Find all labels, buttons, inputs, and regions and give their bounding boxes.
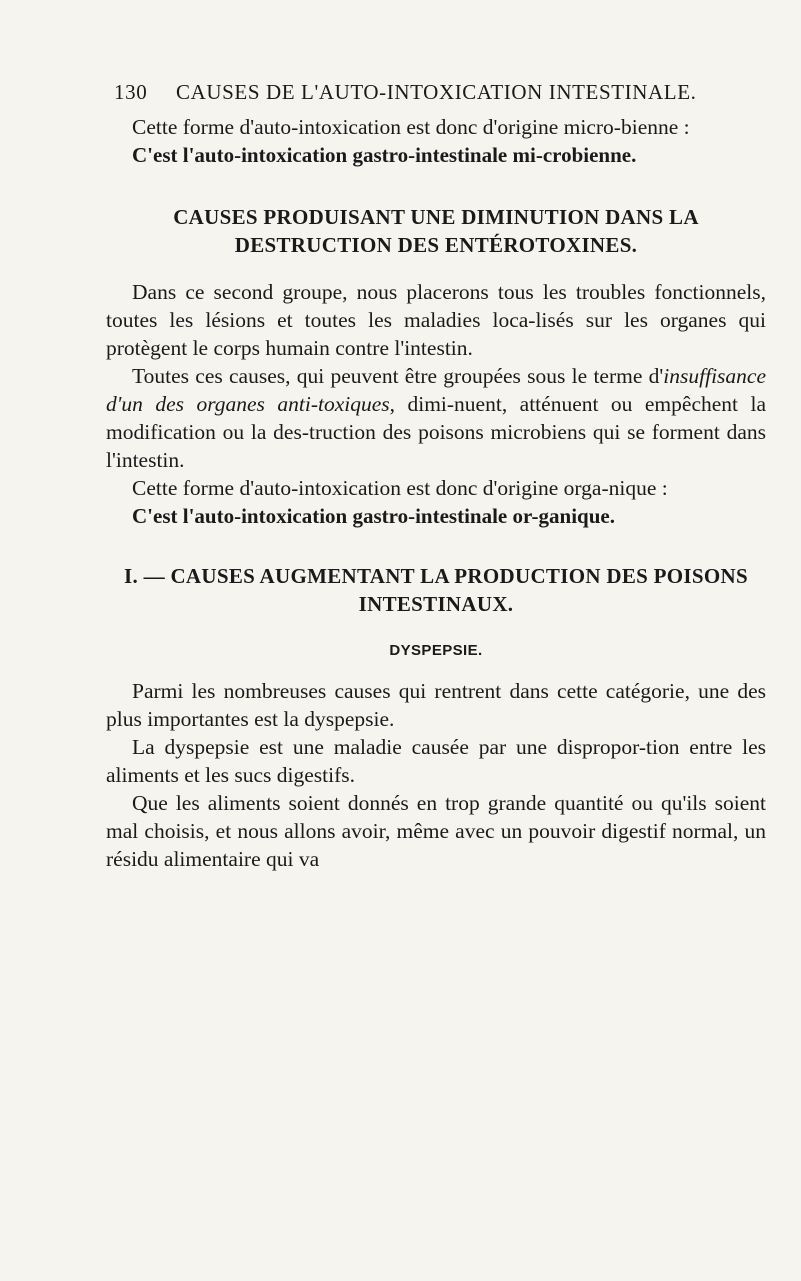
subsection-heading-dyspepsia: DYSPEPSIE. <box>389 642 483 659</box>
paragraph-organic-origin: Cette forme d'auto-intoxication est donc d'origine orga-nique : <box>132 476 668 500</box>
paragraph-organic-conclusion: C'est l'auto-intoxication gastro-intestinale or-ganique. <box>132 504 615 528</box>
page-number: 130 <box>114 80 148 104</box>
insufficiency-text-after: , dimi-nuent, atténuent ou empêchent la modification ou la des-truction des poisons microbiens qui se forment dans l'intestin. <box>106 392 766 472</box>
book-page <box>106 80 766 873</box>
insufficiency-term: insuffisance d'un des organes anti-toxiques <box>106 364 766 416</box>
section-heading-destruction: CAUSES PRODUISANT UNE DIMINUTION DANS LA DESTRUCTION DES ENTÉROTOXINES. <box>173 205 699 257</box>
section-heading-production: I. — CAUSES AUGMENTANT LA PRODUCTION DES POISONS INTESTINAUX. <box>124 564 748 616</box>
paragraph-dyspepsia-causes: Que les aliments soient donnés en trop grande quantité ou qu'ils soient mal choisis, et nous allons avoir, même avec un pouvoir digestif normal, un résidu alimentaire qui va <box>106 791 766 871</box>
paragraph-microbial-origin: Cette forme d'auto-intoxication est donc d'origine micro-bienne : <box>132 115 690 139</box>
running-title: CAUSES DE L'AUTO-INTOXICATION INTESTINALE. <box>176 80 697 104</box>
running-header <box>114 80 766 110</box>
paragraph-microbial-conclusion: C'est l'auto-intoxication gastro-intestinale mi-crobienne. <box>132 143 637 167</box>
paragraph-dyspepsia-importance: Parmi les nombreuses causes qui rentrent dans cette catégorie, une des plus importantes est la dyspepsie. <box>106 679 766 731</box>
paragraph-second-group: Dans ce second groupe, nous placerons tous les troubles fonctionnels, toutes les lésions et toutes les maladies loca-lisés sur les organes qui protègent le corps humain contre l'intestin. <box>106 280 766 360</box>
paragraph-dyspepsia-definition: La dyspepsie est une maladie causée par une dispropor-tion entre les aliments et les sucs digestifs. <box>106 735 766 787</box>
paragraph-insufficiency <box>106 362 766 474</box>
insufficiency-text-before: Toutes ces causes, qui peuvent être groupées sous le terme d' <box>132 364 664 388</box>
